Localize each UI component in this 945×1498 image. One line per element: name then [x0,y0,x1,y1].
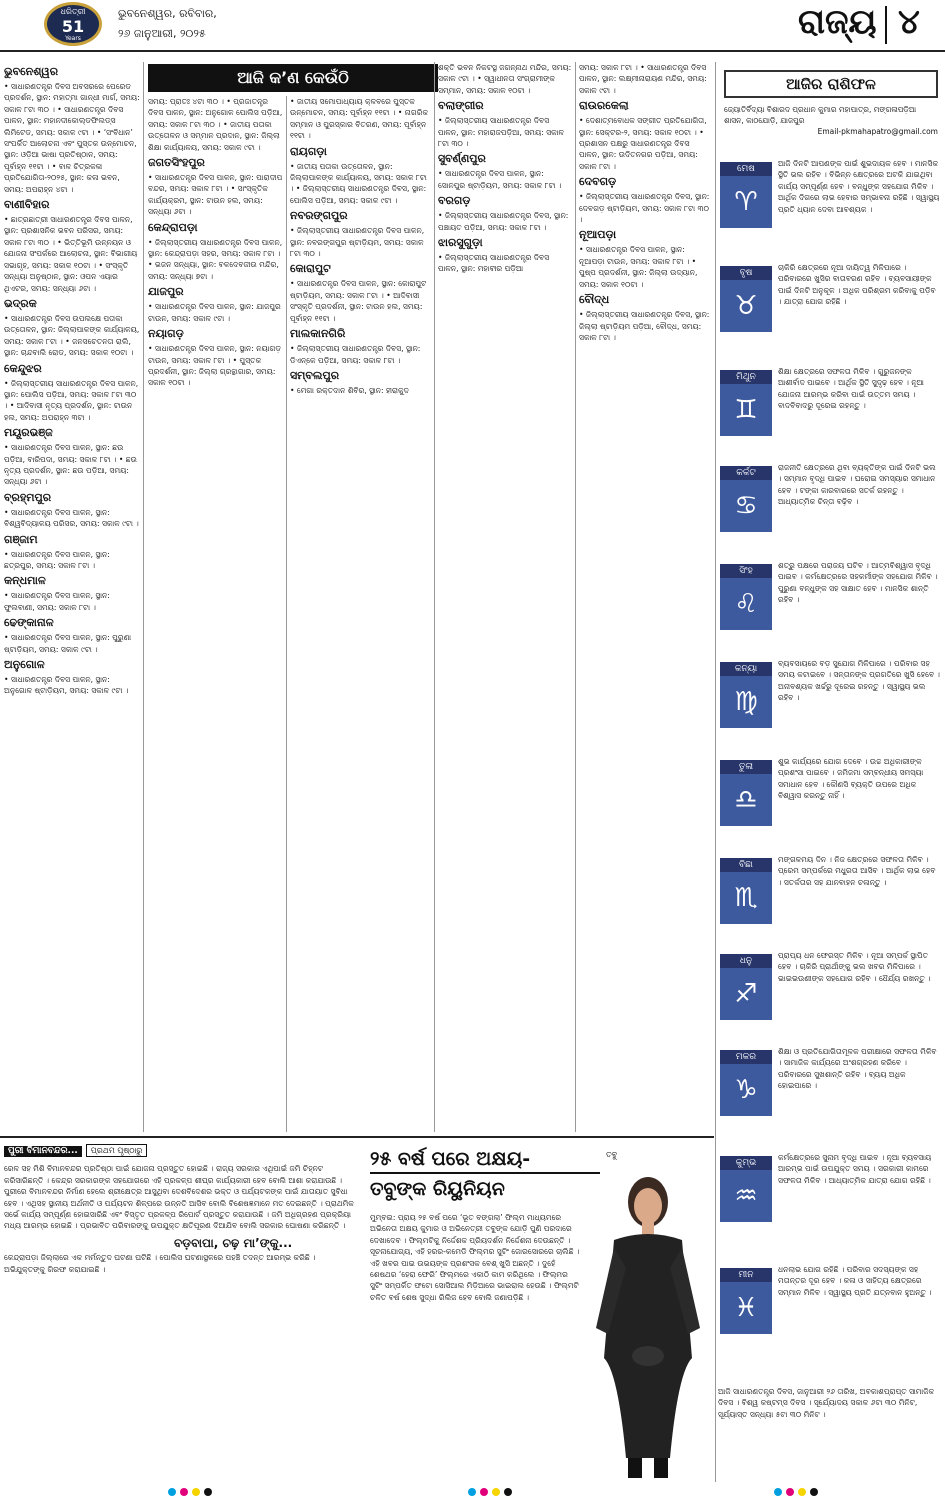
leo-badge [720,564,772,632]
puri-airport-story [4,1144,358,1275]
event-listing: ସମୟ: ସକାଳ ୮ଟା । • ସାଧାରଣତନ୍ତ୍ର ଦିବସ ପାଳନ, ସ୍ଥାନ: ଲକ୍ଷ୍ମୀନାରାୟଣ ମନ୍ଦିର, ସମୟ: ସକାଳ ୯ଟା । [579,63,707,95]
location-heading: ଢେଙ୍କାନାଳ [4,616,54,630]
taurus-badge [720,266,772,334]
location-heading: ଜଗତସିଂହପୁର [148,156,205,170]
black-mark [204,1488,212,1496]
horoscope-title: ଆଜିର ରାଶିଫଳ [724,70,938,98]
location-heading: ସୁବର୍ଣ୍ଣପୁର [438,152,486,166]
event-listing: • ସାଧାରଣତନ୍ତ୍ର ଦିବସ ପାଳନ, ସ୍ଥାନ: ପୁରୁଣା ଷ୍ଟାଡ଼ିୟମ, ସମୟ: ସକାଳ ୯ଟା । [4,633,132,654]
story-body: ରେଳ ସହ ମିଶି ବିମାନବନ୍ଦର ପ୍ରତିଷ୍ଠା ପାଇଁ ଯୋଜନା ପ୍ରସ୍ତୁତ ହୋଇଛି । ରାଜ୍ୟ ସରକାର ଏଥିପାଇଁ ଜମି ଚିହ୍ନଟ କରିସାରିଛନ୍ତି । କେନ୍ଦ୍ର ସରକାରଙ୍କ ସହଯୋଗରେ ଏହି ପ୍ରକଳ୍ପ ଶୀଘ୍ର କାର୍ଯ୍ୟକାରୀ ହେବ ବୋଲି ଆଶା କରାଯାଉଛି । ପୁରୀରେ ବିମାନବନ୍ଦର ନିର୍ମାଣ ହେଲେ ଶ୍ରୀକ୍ଷେତ୍ର ଆସୁଥିବା ଦେଶବିଦେଶର ଭକ୍ତ ଓ ପର୍ଯ୍ୟଟକଙ୍କ ପାଇଁ ଯାତାୟାତ ସୁବିଧା ହେବ । ଏଥିସହ ସ୍ଥାନୀୟ ଅର୍ଥନୀତି ଓ ପର୍ଯ୍ୟଟନ ଶିଳ୍ପରେ ଉନ୍ନତି ଆସିବ ବୋଲି ବିଶେଷଜ୍ଞମାନେ ମତ ଦେଇଛନ୍ତି । ପ୍ରାଥମିକ ସର୍ଭେ କାର୍ଯ୍ୟ ସମ୍ପୂର୍ଣ୍ଣ ହୋଇସାରିଛି ଏବଂ ବିସ୍ତୃତ ପ୍ରକଳ୍ପ ରିପୋର୍ଟ ପ୍ରସ୍ତୁତ କରାଯାଉଛି । ଜମି ଅଧିଗ୍ରହଣ ପ୍ରକ୍ରିୟା ମଧ୍ୟ ଆରମ୍ଭ ହୋଇଛି । ପ୍ରଭାବିତ ପରିବାରଙ୍କୁ ଉପଯୁକ୍ତ କ୍ଷତିପୂରଣ ଦିଆଯିବ ବୋଲି ସରକାର ଘୋଷଣା କରିଛନ୍ତି । [4,1164,354,1231]
sign-prediction: ଧନଲାଭ ଯୋଗ ରହିଛି । ପରିବାର ସଦସ୍ୟଙ୍କ ସହ ମତାନ୍ତର ଦୂର ହେବ । କଳା ଓ ସାହିତ୍ୟ କ୍ଷେତ୍ରରେ ସମ୍ମାନ ମିଳିବ । ସ୍ୱାସ୍ଥ୍ୟ ପ୍ରତି ଯତ୍ନବାନ ହୁଅନ୍ତୁ । [778,1265,932,1297]
sign-label: କନ୍ୟା [720,662,772,676]
event-listing: • ସାଧାରଣତନ୍ତ୍ର ଦିବସ ପାଳନ, ସ୍ଥାନ: ପାରାଦୀପ ବନ୍ଦର, ସମୟ: ସକାଳ ୮ଟା । • ସାଂସ୍କୃତିକ କାର୍ଯ୍ୟକ୍ରମ, ସ୍ଥାନ: ଟାଉନ ହଲ, ସମୟ: ସନ୍ଧ୍ୟା ୬ଟା । [148,173,283,217]
masthead-divider [885,6,887,44]
events-banner: ଆଜି କ’ଣ କେଉଁଠି [148,64,438,92]
event-listing: • ସାଧାରଣତନ୍ତ୍ର ଦିବସ ପାଳନ, ସ୍ଥାନ: ସୋନପୁର ଷ୍ଟାଡ଼ିୟମ, ସମୟ: ସକାଳ ୮ଟା । [438,169,562,190]
sign-prediction: ପ୍ରାପ୍ୟ ଧନ ଫେରସ୍ତ ମିଳିବ । ନୂଆ ସମ୍ପର୍କ ସ୍ଥାପିତ ହେବ । ଚାକିରି ପ୍ରାର୍ଥୀଙ୍କୁ ଭଲ ଖବର ମିଳିପାରେ । ଭାଇଭଉଣୀଙ୍କ ସହଯୋଗ ରହିବ । ଧୈର୍ଯ୍ୟ ରଖନ୍ତୁ । [778,951,931,983]
aries-badge [720,162,772,230]
sign-prediction: ଶିକ୍ଷା କ୍ଷେତ୍ରରେ ସଫଳତା ମିଳିବ । ଗୁରୁଜନଙ୍କ ଆଶୀର୍ବାଦ ପାଇବେ । ଆର୍ଥିକ ସ୍ଥିତି ସୁଦୃଢ଼ ହେବ । ନୂଆ ଯୋଜନା ଆରମ୍ଭ କରିବା ପାଇଁ ଉତ୍ତମ ସମୟ । ବାଦବିବାଦରୁ ଦୂରେଇ ରହନ୍ତୁ । [778,367,924,411]
location-heading: ଭଦ୍ରକ [4,296,37,310]
events-column-2 [148,96,283,1132]
aquarius-icon: ♒ [720,1170,772,1222]
sign-label: କୁମ୍ଭ [720,1156,772,1170]
sign-label: ମକର [720,1050,772,1064]
event-listing: • ମେଗା ରକ୍ତଦାନ ଶିବିର, ସ୍ଥାନ: ହୀରାକୁଦ [290,385,409,395]
column-rule [286,96,287,1132]
libra-badge [720,760,772,828]
yellow-mark [192,1488,200,1496]
event-listing: • ଜିଲ୍ଲାସ୍ତରୀୟ ସାଧାରଣତନ୍ତ୍ର ଦିବସ, ସ୍ଥାନ: ଦେବଗଡ଼ ଷ୍ଟାଡ଼ିୟମ, ସମୟ: ସକାଳ ୮ଟା ୩୦ । [579,192,710,225]
black-mark [810,1488,818,1496]
event-listing: • ସାଧାରଣତନ୍ତ୍ର ଦିବସ ପାଳନ, ସ୍ଥାନ: ଫୁଲବାଣୀ, ସମୟ: ସକାଳ ୮ଟା । [4,591,110,612]
horoscope-sign-meena [718,1264,940,1323]
pisces-badge [720,1268,772,1336]
capricorn-badge [720,1050,772,1118]
event-listing: • ସାଧାରଣତନ୍ତ୍ର ଦିବସ ପାଳନ, ସ୍ଥାନ: ନୟାଗଡ଼ ଟାଉନ, ସମୟ: ସକାଳ ୮ଟା । • ପୁସ୍ତକ ପ୍ରଦର୍ଶନୀ, ସ୍ଥାନ: ଜିଲ୍ଲା ଗ୍ରନ୍ଥାଗାର, ସମୟ: ସକାଳ ୧୦ଟା । [148,344,281,388]
section-divider [0,1136,714,1138]
event-listing: • ସାଧାରଣତନ୍ତ୍ର ଦିବସ ପାଳନ, ସ୍ଥାନ: ନୂଆପଡ଼ା ଟାଉନ, ସମୟ: ସକାଳ ୮ଟା । • ପୁଷ୍ପ ପ୍ରଦର୍ଶନୀ, ସ୍ଥାନ: ଜିଲ୍ଲା ଉଦ୍ୟାନ, ସମୟ: ସକାଳ ୧୦ଟା । [579,245,698,289]
location-heading: ଝାରସୁଗୁଡ଼ା [438,236,483,250]
column-rule [575,62,576,1132]
sign-prediction: ଶତ୍ରୁ ପକ୍ଷରେ ପରାଜୟ ଘଟିବ । ଆତ୍ମବିଶ୍ୱାସ ବୃଦ୍ଧି ପାଇବ । କର୍ମକ୍ଷେତ୍ରରେ ସହକର୍ମୀଙ୍କ ସହଯୋଗ ମିଳିବ । ପୁରୁଣା ବନ୍ଧୁଙ୍କ ସହ ସାକ୍ଷାତ ହେବ । ମାନସିକ ଶାନ୍ତି ରହିବ । [778,561,938,605]
sign-prediction: ଚାକିରି କ୍ଷେତ୍ରରେ ନୂଆ ଦାୟିତ୍ୱ ମିଳିପାରେ । ପରିବାରରେ ଖୁସିର ବାତାବରଣ ରହିବ । ବ୍ୟବସାୟୀଙ୍କ ପାଇଁ ଦିନଟି ଅନୁକୂଳ । ଅଧିକ ପରିଶ୍ରମ କରିବାକୁ ପଡ଼ିବ । ଯାତ୍ରା ଯୋଗ ରହିଛି । [778,263,936,307]
story-body: ମୁମ୍ବଇ: ପ୍ରାୟ ୨୫ ବର୍ଷ ପରେ ‘ଭୂତ ବଙ୍ଗଲା’ ଫିଲ୍ମ ମାଧ୍ୟମରେ ଅଭିନେତା ଅକ୍ଷୟ କୁମାର ଓ ଅଭିନେତ୍ରୀ ତବୁଙ୍କ ଯୋଡ଼ି ପୁଣି ପରଦାରେ ଦେଖାଦେବ । ଫିଲ୍ମଟିକୁ ନିର୍ଦ୍ଦେଶକ ପ୍ରିୟଦର୍ଶନ ନିର୍ଦ୍ଦେଶନା ଦେଉଛନ୍ତି । ସୂଚନାଯୋଗ୍ୟ, ଏହି ହରର-କମେଡି ଫିଲ୍ମର ସୁଟିଂ ଜୋରସୋରରେ ଚାଲିଛି । ଏହି ଖବର ପାଇ ଉଭୟଙ୍କ ପ୍ରଶଂସକ ବେଶ୍ ଖୁସି ଅଛନ୍ତି । ଦୁହେଁ ଶେଷଥର ‘ହେରା ଫେରି’ ଫିଲ୍ମରେ ଏକାଠି କାମ କରିଥିଲେ । ଫିଲ୍ମର ସୁଟିଂ ସମ୍ପର୍କିତ ଫଟୋ ସୋସିଆଲ ମିଡ଼ିଆରେ ଭାଇରାଲ ହେଉଛି । ଫିଲ୍ମଟି ଚଳିତ ବର୍ଷ ଶେଷ ସୁଦ୍ଧା ରିଲିଜ ହେବ ବୋଲି ଜଣାପଡ଼ିଛି । [370,1213,580,1302]
aquarius-badge [720,1156,772,1224]
virgo-badge [720,662,772,730]
dateline-place: ଭୁବନେଶ୍ୱର, ରବିବାର, [118,7,217,20]
location-heading: ଭୁବନେଶ୍ୱର [4,65,59,78]
sign-prediction: ବ୍ୟବସାୟରେ ବଡ଼ ସୁଯୋଗ ମିଳିପାରେ । ପରିବାର ସହ ସମୟ କଟାଇବେ । ସନ୍ତାନଙ୍କ ପ୍ରଗତିରେ ଖୁସି ହେବେ । ଅନାବଶ୍ୟକ ଖର୍ଚ୍ଚରୁ ଦୂରେଇ ରହନ୍ତୁ । ସ୍ୱାସ୍ଥ୍ୟ ଭଲ ରହିବ । [778,659,940,703]
event-listing: • ଜିଲ୍ଲାସ୍ତରୀୟ ସାଧାରଣତନ୍ତ୍ର ଦିବସ ପାଳନ, ସ୍ଥାନ: କେନ୍ଦ୍ରାପଡ଼ା ସହର, ସମୟ: ସକାଳ ୮ଟା । • ଭଜନ ସନ୍ଧ୍ୟା, ସ୍ଥାନ: ବଳଦେବଜୀଉ ମନ୍ଦିର, ସମୟ: ସନ୍ଧ୍ୟା ୭ଟା । [148,237,283,281]
sign-prediction: ଶିକ୍ଷା ଓ ପ୍ରତିଯୋଗିତାମୂଳକ ପରୀକ୍ଷାରେ ସଫଳତା ମିଳିବ । ସାମାଜିକ କାର୍ଯ୍ୟରେ ଅଂଶଗ୍ରହଣ କରିବେ । ପରିବାରରେ ସୁଖଶାନ୍ତି ରହିବ । ବ୍ୟୟ ଅଧିକ ହୋଇପାରେ । [778,1047,937,1091]
location-heading: ମୟୂରଭଞ୍ଜ [4,426,53,440]
taurus-icon: ♉ [720,280,772,332]
event-listing: • ସାଧାରଣତନ୍ତ୍ର ଦିବସ ପାଳନ, ସ୍ଥାନ: ଛତ୍ରପୁର, ସମୟ: ସକାଳ ୮ଟା । [4,549,110,570]
registration-marks [0,1486,945,1498]
location-heading: କେନ୍ଦୁଝର [4,361,42,375]
scorpio-badge [720,858,772,926]
horoscope-sign-simha [718,560,940,619]
story-headline: ପୁରୀ ବିମାନବନ୍ଦର... [4,1146,82,1157]
sign-label: କର୍କଟ [720,466,772,480]
sign-label: ବୃଷ [720,266,772,280]
actress-photo [574,1158,712,1478]
events-column-4 [438,62,572,1132]
sign-label: ବିଛା [720,858,772,872]
horoscope-sign-mithuna [718,366,940,425]
newspaper-logo [38,2,108,48]
location-heading: ବଲାଙ୍ଗୀର [438,99,484,113]
location-heading: ନୂଆପଡ଼ା [579,228,617,242]
dateline-date: ୨୬ ଜାନୁଆରୀ, ୨୦୨୫ [118,27,206,40]
scorpio-icon: ♏ [720,872,772,924]
location-heading: ବାଣୀବିହାର [4,198,50,212]
sagittarius-badge [720,954,772,1022]
horoscope-sign-dhanu [718,950,940,1009]
anniversary-years: Years [65,35,81,42]
event-listing: • ଜିଲ୍ଲାସ୍ତରୀୟ ସାଧାରଣତନ୍ତ୍ର ଦିବସ, ସ୍ଥାନ: ପଞ୍ଚାୟତ ପଡ଼ିଆ, ସମୟ: ସକାଳ ୮ଟା । [438,211,569,232]
event-listing: • ଜିଲ୍ଲାସ୍ତରୀୟ ସାଧାରଣତନ୍ତ୍ର ଦିବସ ପାଳନ, ସ୍ଥାନ: ନବରଙ୍ଗପୁର ଷ୍ଟାଡ଼ିୟମ, ସମୟ: ସକାଳ ୮ଟା ୩୦ । [290,226,425,259]
logo-brand-text: ଧରିତ୍ରୀ [60,7,86,16]
location-heading: କନ୍ଧମାଳ [4,574,46,588]
black-mark [504,1488,512,1496]
location-heading: ବରଗଡ଼ [438,194,471,208]
horoscope-sign-makara [718,1046,940,1105]
cyan-mark [774,1488,782,1496]
event-listing: • ଜିଲ୍ଲାସ୍ତରୀୟ ସାଧାରଣତନ୍ତ୍ର ଦିବସ ପାଳନ, ସ୍ଥାନ: ମହାବୀର ପଡ଼ିଆ [438,253,550,274]
film-reunion-story [362,1142,712,1482]
column-rule [434,62,435,1132]
event-listing: • ଦେଶାତ୍ମବୋଧକ ସଙ୍ଗୀତ ପ୍ରତିଯୋଗିତା, ସ୍ଥାନ: ସେକ୍ଟର-୨, ସମୟ: ସକାଳ ୧୦ଟା । • ପ୍ରଶାସନ ପକ୍ଷରୁ ସାଧାରଣତନ୍ତ୍ର ଦିବସ ପାଳନ, ସ୍ଥାନ: ଉଦିତନଗର ପଡ଼ିଆ, ସମୟ: ସକାଳ ୮ଟା । [579,116,707,171]
story-headline-line-1: ୨୫ ବର୍ଷ ପରେ ଅକ୍ଷୟ- [370,1146,600,1174]
event-listing: • ଜିଲ୍ଲାସ୍ତରୀୟ ସାଧାରଣତନ୍ତ୍ର ଦିବସ, ସ୍ଥାନ: ଜିଲ୍ଲା ଷ୍ଟାଡ଼ିୟମ ପଡ଼ିଆ, ବୌଦ୍ଧ, ସମୟ: ସକାଳ ୮ଟା । [579,310,710,342]
event-listing: • ସାଧାରଣତନ୍ତ୍ର ଦିବସ ପାଳନ, ସ୍ଥାନ: କୋରାପୁଟ ଷ୍ଟାଡ଼ିୟମ, ସମୟ: ସକାଳ ୮ଟା । • ଆଦିବାସୀ ସଂସ୍କୃତି ପ୍ରଦର୍ଶନୀ, ସ୍ଥାନ: ଟାଉନ ହଲ, ସମୟ: ପୂର୍ବାହ୍ନ ୧୧ଟା । [290,279,427,323]
location-heading: ବ୍ରହ୍ମପୁର [4,490,52,504]
location-heading: ଦେବଗଡ଼ [579,175,617,189]
location-heading: ଗଞ୍ଜାମ [4,532,38,546]
anniversary-number: 51 [61,17,85,36]
event-listing: • ସାଧାରଣତନ୍ତ୍ର ଦିବସ ପାଳନ, ସ୍ଥାନ: ଛଉ ପଡ଼ିଆ, ବାରିପଦା, ସମୟ: ସକାଳ ୮ଟା । • ଛଉ ନୃତ୍ୟ ପ୍ରଦର୍ଶନ, ସ୍ଥାନ: ଛଉ ପଡ଼ିଆ, ସମୟ: ସନ୍ଧ୍ୟା ୬ଟା । [4,443,137,487]
horoscope-credit [724,104,938,137]
sign-label: ଧନୁ [720,954,772,968]
event-listing: • ସାଧାରଣତନ୍ତ୍ର ଦିବସ ଅବସରରେ ପେରେଡ ପ୍ରଦର୍ଶନ, ସ୍ଥାନ: ମହାତ୍ମା ଗାନ୍ଧୀ ମାର୍ଗ, ସମୟ: ସକାଳ ୮ଟା ୩୦ । • ସାଧାରଣତନ୍ତ୍ର ଦିବସ ପାଳନ, ସ୍ଥାନ: ମହାନଦୀକୋଲ୍ଡଫିଲଡ୍ସ ଲିମିଟେଡ, ସମୟ: ସକାଳ ୯ଟା । • ‘ସଂବିଧାନ’ ସଂପର୍କିତ ଆଲୋଚନା ଏବଂ ପୁସ୍ତକ ଉନ୍ମୋଚନ, ସ୍ଥାନ: ଓଡ଼ିଆ ଭାଷା ପ୍ରତିଷ୍ଠାନ, ସମୟ: ପୂର୍ବାହ୍ନ ୧୧ଟା । • ବାଳ ଚିତ୍ରକଳା ପ୍ରତିଯୋଗିତା-୨୦୨୫, ସ୍ଥାନ: କଳା ଭବନ, ସମୟ: ଅପରାହ୍ନ ୪ଟା । [4,82,140,194]
magenta-mark [480,1488,488,1496]
horoscope-sign-brusha [718,262,940,321]
event-listing: • ସାଧାରଣତନ୍ତ୍ର ଦିବସ ଉପଲକ୍ଷେ ପତାକା ଉତ୍ତୋଳନ, ସ୍ଥାନ: ଜିଲ୍ଲାପାଳଙ୍କ କାର୍ଯ୍ୟାଳୟ, ସମୟ: ସକାଳ ୮ଟା । • ଜନସଚେତନତା ରାଲି, ସ୍ଥାନ: ଚାନ୍ଦବାଲି ରୋଡ, ସମୟ: ସକାଳ ୧୦ଟା । [4,313,140,358]
section-title: ରାଜ୍ୟ [798,2,877,42]
libra-icon: ♎ [720,774,772,826]
cyan-mark [168,1488,176,1496]
sign-label: ତୁଳା [720,760,772,774]
event-listing: • ଛାତ୍ରଛାତ୍ରୀ ସାଧାରଣତନ୍ତ୍ର ଦିବସ ପାଳନ, ସ୍ଥାନ: ପ୍ରଶାସନିକ ଭବନ ପରିସର, ସମୟ: ସକାଳ ୮ଟା ୩୦ । • ଭିତ୍ତିଭୂମି ଉନ୍ନୟନ ଓ ଯୋଜନା ସଂପର୍କରେ ଆଲୋଚନା, ସ୍ଥାନ: ବିଭାଗୀୟ ସଭାଗୃହ, ସମୟ: ସକାଳ ୧୦ଟା । • ସଂସ୍କୃତି ସନ୍ଧ୍ୟା ଅନୁଷ୍ଠାନ, ସ୍ଥାନ: ଓପନ ଏୟାର ଥିଏଟର, ସମୟ: ସନ୍ଧ୍ୟା ୬ଟା । [4,215,138,293]
astrologer-email: Email-pkmahapatro@gmail.com [817,127,938,136]
event-listing: ଶକ୍ତି ଭବନ ନିକଟସ୍ଥ ଜଗନ୍ନାଥ ମନ୍ଦିର, ସମୟ: ସକାଳ ୯ଟା । • ସ୍ୱାଧୀନତା ସଂଗ୍ରାମୀଙ୍କ ସମ୍ମାନ, ସମୟ: ସକାଳ ୧୦ଟା । [438,63,572,95]
horoscope-sign-karkata [718,462,940,521]
location-heading: ନବରଙ୍ଗପୁର [290,209,348,223]
event-listing: • ସାଧାରଣତନ୍ତ୍ର ଦିବସ ପାଳନ, ସ୍ଥାନ: ଅନୁଗୋଳ ଷ୍ଟାଡ଼ିୟମ, ସମୟ: ସକାଳ ୯ଟା । [4,675,129,696]
cancer-icon: ♋ [720,480,772,532]
gemini-icon: ♊ [720,384,772,436]
column-rule [143,62,144,1132]
sign-prediction: କର୍ମକ୍ଷେତ୍ରରେ ସୁନାମ ବୃଦ୍ଧି ପାଇବ । ନୂଆ ବ୍ୟବସାୟ ଆରମ୍ଭ ପାଇଁ ଉପଯୁକ୍ତ ସମୟ । ସରକାରୀ କାମରେ ସଫଳତା ମିଳିବ । ଆଧ୍ୟାତ୍ମିକ ଯାତ୍ରା ଯୋଗ ରହିଛି । [778,1153,932,1185]
event-listing: • ଜିଲ୍ଲାସ୍ତରୀୟ ସାଧାରଣତନ୍ତ୍ର ଦିବସ ପାଳନ, ସ୍ଥାନ: ପୋଲିସ ପଡ଼ିଆ, ସମୟ: ସକାଳ ୮ଟା ୩୦ । • ଆଦିବାସୀ ନୃତ୍ୟ ପ୍ରଦର୍ଶନ, ସ୍ଥାନ: ଟାଉନ ହଲ, ସମୟ: ଅପରାହ୍ନ ୩ଟା । [4,378,139,422]
cancer-badge [720,466,772,534]
location-heading: ସମ୍ବଲପୁର [290,368,340,382]
location-heading: ରାଉରକେଲା [579,99,629,113]
sign-prediction: ମଙ୍ଗଳମୟ ଦିନ । ନିଜ କ୍ଷେତ୍ରରେ ସଫଳତା ମିଳିବ । ପ୍ରେମ ସମ୍ପର୍କରେ ମଧୁରତା ଆସିବ । ଆର୍ଥିକ ଲାଭ ହେବ । ସତର୍କତାର ସହ ଯାନବାହନ ଚଳାନ୍ତୁ । [778,855,936,887]
cyan-mark [468,1488,476,1496]
column-rule [715,62,716,1482]
horoscope-sign-kumbha [718,1152,940,1211]
events-column-3 [290,96,430,1132]
sagittarius-icon: ♐ [720,968,772,1020]
event-listing: • ସାଧାରଣତନ୍ତ୍ର ଦିବସ ପାଳନ, ସ୍ଥାନ: ବିଶ୍ୱବିଦ୍ୟାଳୟ ପରିସର, ସମୟ: ସକାଳ ୯ଟା । [4,507,139,529]
sign-label: ମିଥୁନ [720,370,772,384]
gemini-badge [720,370,772,438]
location-heading: ରାୟଗଡ଼ା [290,144,327,158]
continued-from-label: ପ୍ରଥମ ପୃଷ୍ଠାରୁ [86,1144,148,1157]
location-heading: ବୌଦ୍ଧ [579,293,610,307]
sign-label: ସିଂହ [720,564,772,578]
events-column-5 [579,62,712,1132]
location-heading: ଯାଜପୁର [148,285,184,299]
magenta-mark [786,1488,794,1496]
location-heading: ଅନୁଗୋଳ [4,658,45,672]
horoscope-sign-bichha [718,854,940,913]
aries-icon: ♈ [720,176,772,228]
event-listing: • ଜିଲ୍ଲାସ୍ତରୀୟ ସାଧାରଣତନ୍ତ୍ର ଦିବସ, ସ୍ଥାନ: ଡିଏନ୍‌କେ ପଡ଼ିଆ, ସମୟ: ସକାଳ ୮ଟା । [290,344,421,365]
horoscope-sign-tula [718,756,940,815]
astrologer-name: ଜ୍ୟୋତିର୍ବିଦ୍ୟା ବିଶାରଦ ପ୍ରଧାନ କୁମାର ମହାପାତ୍ର, ମଙ୍ଗଳାପଡ଼ିଆ ଶାସନ, କାଠଯୋଡ଼ି, ଯାଜପୁର [724,105,917,125]
events-column-1 [4,62,140,1132]
event-listing: • ସାଧାରଣତନ୍ତ୍ର ଦିବସ ପାଳନ, ସ୍ଥାନ: ଯାଜପୁର ଟାଉନ, ସମୟ: ସକାଳ ୯ଟା । [148,302,281,323]
sign-prediction: ଶୁଭ କାର୍ଯ୍ୟରେ ଯୋଗ ଦେବେ । ଉଚ୍ଚ ଅଧିକାରୀଙ୍କ ପ୍ରଶଂସା ପାଇବେ । ଜମିଜମା ସମ୍ବନ୍ଧୀୟ ସମସ୍ୟା ସମାଧାନ ହେବ । କୌଣସି ବ୍ୟକ୍ତି ଉପରେ ଅଧିକ ବିଶ୍ୱାସ କରନ୍ତୁ ନାହିଁ । [778,757,924,801]
yellow-mark [492,1488,500,1496]
sign-label: ମେଷ [720,162,772,176]
capricorn-icon: ♑ [720,1064,772,1116]
sign-prediction: ରାଜନୀତି କ୍ଷେତ୍ରରେ ଥିବା ବ୍ୟକ୍ତିଙ୍କ ପାଇଁ ଦିନଟି ଭଲ । ସମ୍ମାନ ବୃଦ୍ଧି ପାଇବ । ଘରୋଇ ସମସ୍ୟାର ସମାଧାନ ହେବ । ଟଙ୍କା କାରବାରରେ ସତର୍କ ରହନ୍ତୁ । ଆଧ୍ୟାତ୍ମିକ ଚିନ୍ତା ବଢ଼ିବ । [778,463,936,507]
location-heading: ମାଲକାନଗିରି [290,327,346,341]
event-listing: • ଜାତୀୟ ସମୋପାଧ୍ୟାୟ କ୍ଳବରେ ପୁସ୍ତକ ଉନ୍ମୋଚନ, ସମୟ: ପୂର୍ବାହ୍ନ ୧୧ଟା । • ନାଗରିକ ସମ୍ମାନ ଓ ପୁରସ୍କାର ବିତରଣ, ସମୟ: ପୂର୍ବାହ୍ନ ୧୧ଟା । [290,97,429,141]
sign-label: ମୀନ [720,1268,772,1282]
photo-caption: ତବୁ [606,1150,618,1159]
event-listing: ସମୟ: ପ୍ରାତଃ ୪ଟା ୩୦ । • ପ୍ରଜାତନ୍ତ୍ର ଦିବସ ପାଳନ, ସ୍ଥାନ: ଅନୁଗୋଳ ପୋଲିସ ପଡ଼ିଆ, ସମୟ: ସକାଳ ୮ଟା ୩୦ । • ଜାତୀୟ ପତାକା ଉତ୍ତୋଳନ ଓ ସମ୍ମାନ ପ୍ରଦାନ, ସ୍ଥାନ: ଜିଲ୍ଲା ଶିକ୍ଷା କାର୍ଯ୍ୟାଳୟ, ସମୟ: ସକାଳ ୯ଟା । [148,97,283,152]
horoscope-sign-kanya [718,658,940,717]
magenta-mark [180,1488,188,1496]
leo-icon: ♌ [720,578,772,630]
masthead [0,0,945,52]
horoscope-sign-mesha [718,158,940,215]
sign-prediction: ଆଜି ଦିନଟି ଆପଣଙ୍କ ପାଇଁ ଶୁଭଦାୟକ ହେବ । ମାନସିକ ସ୍ଥିତି ଭଲ ରହିବ । ବିଭିନ୍ନ କ୍ଷେତ୍ରରେ ଅଟକି ଯାଇଥିବା କାର୍ଯ୍ୟ ସମ୍ପୂର୍ଣ୍ଣ ହେବ । ବନ୍ଧୁଙ୍କ ସହଯୋଗ ମିଳିବ । ଆର୍ଥିକ ଦିଗରେ ଲାଭ ହେବାର ସମ୍ଭାବନା ରହିଛି । ସ୍ୱାସ୍ଥ୍ୟ ପ୍ରତି ଧ୍ୟାନ ଦେବା ଆବଶ୍ୟକ । [778,159,940,214]
yellow-mark [798,1488,806,1496]
location-heading: କୋରାପୁଟ [290,262,331,276]
page-number: ୪ [898,2,920,42]
event-listing: • ଜାତୀୟ ପତାକା ଉତ୍ତୋଳନ, ସ୍ଥାନ: ଜିଲ୍ଲାପାଳଙ୍କ କାର୍ଯ୍ୟାଳୟ, ସମୟ: ସକାଳ ୮ଟା । • ଜିଲ୍ଲାସ୍ତରୀୟ ସାଧାରଣତନ୍ତ୍ର ଦିବସ, ସ୍ଥାନ: ପୋଲିସ ପଡ଼ିଆ, ସମୟ: ସକାଳ ୯ଟା । [290,161,427,205]
virgo-icon: ♍ [720,676,772,728]
story-sub-body: କେନ୍ଦ୍ରାପଡ଼ା ଜିଲ୍ଲାରେ ଏକ ମର୍ମନ୍ତୁଦ ଘଟଣା ଘଟିଛି । ପୋଲିସ ଘଟଣାସ୍ଥଳରେ ପହଞ୍ଚି ତଦନ୍ତ ଆରମ୍ଭ କରିଛି । ଅଭିଯୁକ୍ତଙ୍କୁ ଗିରଫ କରାଯାଇଛି । [4,1253,316,1274]
story-sub-headline: ବଡ଼ବାପା, ଚଢ଼ ମା’ଙ୍କୁ... [174,1235,293,1250]
location-heading: ନୟାଗଡ଼ [148,327,184,341]
pisces-icon: ♓ [720,1282,772,1334]
location-heading: କେନ୍ଦ୍ରାପଡ଼ା [148,220,198,234]
almanac-note: ଆଜି ସାଧାରଣତନ୍ତ୍ର ଦିବସ, ଜାନୁଆରୀ ୨୬ ତାରିଖ, ଅବକାଶପ୍ରାପ୍ତ ସାମାଜିକ ଦିବସ । ବିଶ୍ୱ କଷ୍ଟମ୍ସ ଦିବସ । ସୂର୍ଯ୍ୟୋଦୟ ସକାଳ ୬ଟା ୩୦ ମିନିଟ, ସୂର୍ଯ୍ୟାସ୍ତ ସନ୍ଧ୍ୟା ୫ଟା ୩୦ ମିନିଟ । [718,1387,935,1419]
event-listing: • ଜିଲ୍ଲାସ୍ତରୀୟ ସାଧାରଣତନ୍ତ୍ର ଦିବସ ପାଳନ, ସ୍ଥାନ: ମହାରାଜପଡ଼ିଆ, ସମୟ: ସକାଳ ୮ଟା ୩୦ । [438,116,564,149]
story-headline-line-2: ତବୁଙ୍କ ରିୟୁନିୟନ [370,1178,505,1200]
